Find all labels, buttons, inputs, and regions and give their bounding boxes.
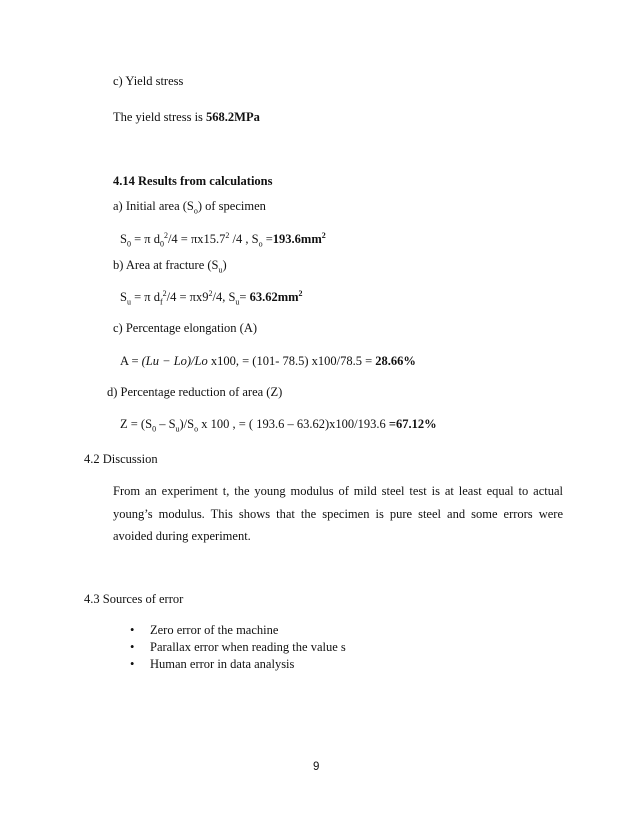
reduction-label: d) Percentage reduction of area (Z): [107, 385, 283, 399]
yield-stress-value: 568.2MPa: [206, 110, 260, 124]
yield-stress-label: The yield stress is: [113, 110, 207, 124]
fracture-area-label: b) Area at fracture $(S_u)$: [113, 258, 227, 275]
discussion-paragraph: From an experiment t, the young modulus of mild steel test is at least equal to actual young’s modulus. This shows that the specimen is pure steel and some errors were avoided during experiment.: [113, 484, 563, 543]
list-item: • Parallax error when reading the value s: [130, 640, 346, 654]
discussion-heading: 4.2 Discussion: [84, 452, 158, 466]
sources-of-error-heading: 4.3 Sources of error: [84, 592, 184, 606]
elongation-label: c) Percentage elongation (A): [113, 321, 258, 335]
bullet-icon: •: [130, 657, 135, 671]
initial-area-equation: $S_0 = \pi$ $d_0^2/4 = \pi x15.7^2$ /4 , $S_o =193.6mm^2$: [120, 230, 326, 249]
elongation-equation: A = (Lu − Lo)/Lo x100, = (101- 78.5) x100/78.5 = 28.66%: [120, 354, 416, 368]
sources-of-error-list: [130, 622, 346, 673]
list-item: • Human error in data analysis: [130, 657, 295, 671]
page-number: 9: [313, 761, 320, 773]
reduction-equation: $Z = (S_0 - S_u)/S_o$ x 100 , = ( 193.6 – 63.62)x100/193.6 =67.12%: [120, 417, 437, 434]
yield-stress-text: [113, 110, 260, 125]
results-heading: 4.14 Results from calculations: [113, 174, 273, 188]
bullet-icon: •: [130, 640, 135, 654]
fracture-area-equation: $S_u = \pi$ $d_f^2/4 = \pi x9^2/4$, $S_u= 63.62mm^2$: [120, 288, 303, 307]
yield-stress-heading: c) Yield stress: [113, 74, 184, 88]
bullet-icon: •: [130, 623, 135, 637]
list-item: • Zero error of the machine: [130, 623, 279, 637]
initial-area-label: a) Initial area $(S_o)$ of specimen: [113, 199, 266, 216]
